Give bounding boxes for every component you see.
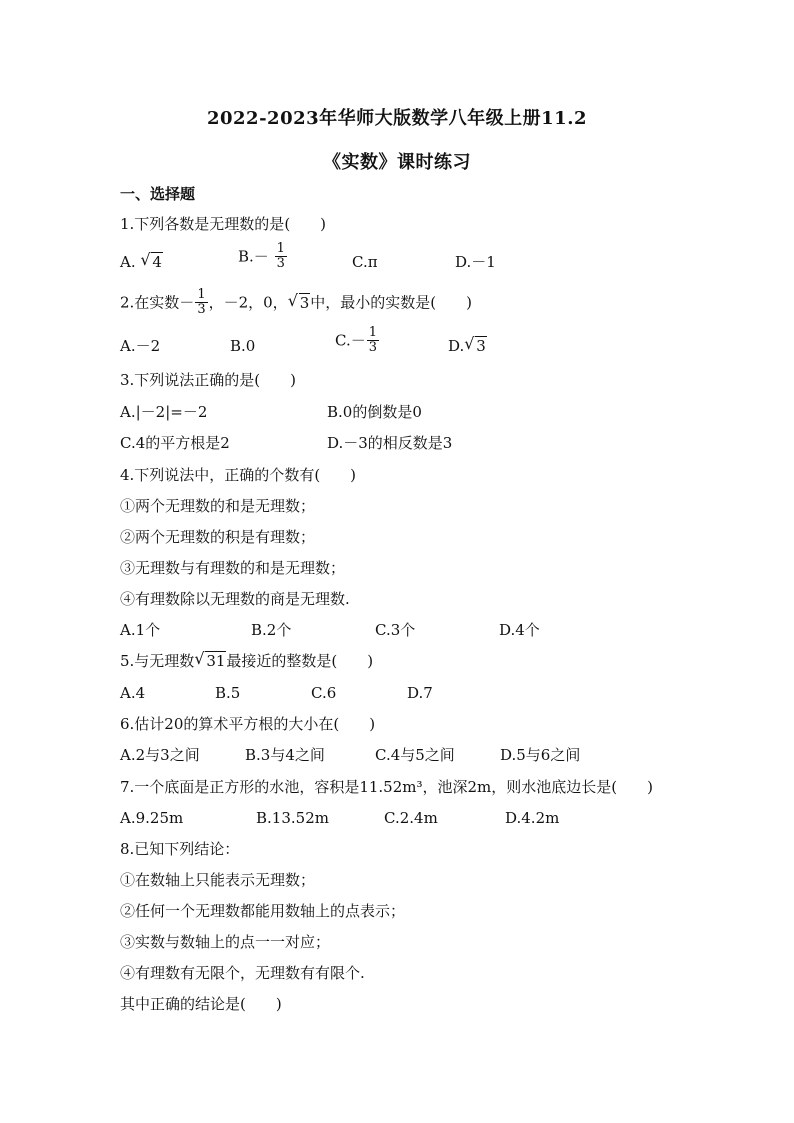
q5-option-b: B.5 — [215, 684, 241, 702]
q1-option-a-radicand: 4 — [152, 253, 162, 271]
q2-stem-radicand: 3 — [299, 293, 310, 312]
q2-stem-part: 2.在实数－ — [120, 293, 195, 312]
question-8-stem: 8.已知下列结论： — [120, 840, 240, 858]
q1-option-b-prefix: B.－ — [238, 247, 269, 266]
question-2-stem — [120, 288, 472, 317]
q1-option-c: C.π — [352, 253, 378, 271]
q2-option-d — [448, 336, 487, 356]
document-title-line1: 2022-2023年华师大版数学八年级上册11.2 — [206, 108, 587, 129]
q8-statement-4: ④有理数有无限个，无理数有有限个. — [120, 964, 365, 982]
question-6-stem: 6.估计20的算术平方根的大小在( ) — [120, 715, 376, 733]
question-3-stem: 3.下列说法正确的是( ) — [120, 371, 297, 389]
q6-option-a: A.2与3之间 — [120, 746, 200, 764]
q8-question-tail: 其中正确的结论是( ) — [120, 995, 282, 1013]
q4-option-c: C.3个 — [375, 621, 416, 639]
q6-option-d: D.5与6之间 — [500, 746, 581, 764]
q4-statement-1: ①两个无理数的和是无理数； — [120, 497, 316, 515]
q2-stem-part: ，－2，0， — [208, 293, 288, 312]
fraction-numerator: 1 — [276, 241, 285, 256]
fraction — [275, 242, 287, 271]
section-heading: 一、选择题 — [120, 185, 196, 203]
q6-option-c: C.4与5之间 — [375, 746, 455, 764]
sqrt-symbol: √ 3 — [287, 290, 310, 312]
q5-option-d: D.7 — [407, 684, 433, 702]
q3-option-c: C.4的平方根是2 — [120, 434, 230, 452]
q1-option-b — [238, 242, 288, 271]
document-title-line2: 《实数》课时练习 — [323, 152, 471, 173]
q2-stem-part: 中，最小的实数是( ) — [310, 293, 472, 312]
question-7-stem: 7.一个底面是正方形的水池，容积是11.52m³，池深2m，则水池底边长是( ) — [120, 778, 653, 796]
q2-option-c-prefix: C.－ — [335, 331, 366, 350]
fraction — [367, 326, 379, 355]
q4-statement-4: ④有理数除以无理数的商是无理数. — [120, 590, 350, 608]
fraction-denominator: 3 — [276, 256, 285, 271]
q2-option-b: B.0 — [230, 337, 256, 355]
q4-option-a: A.1个 — [120, 621, 161, 639]
q4-option-b: B.2个 — [251, 621, 292, 639]
q2-option-d-prefix: D. — [448, 337, 465, 355]
q5-option-c: C.6 — [311, 684, 337, 702]
question-4-stem: 4.下列说法中，正确的个数有( ) — [120, 466, 357, 484]
q2-option-d-radicand: 3 — [476, 337, 486, 355]
question-5-stem — [120, 651, 373, 671]
q5-stem-part: 5.与无理数 — [120, 652, 195, 670]
q7-option-b: B.13.52m — [256, 809, 329, 827]
q3-option-a: A.|－2|=－2 — [120, 403, 208, 421]
fraction-numerator: 1 — [197, 287, 206, 302]
q3-option-d: D.－3的相反数是3 — [327, 434, 453, 452]
q1-option-a-prefix: A. — [120, 253, 136, 271]
fraction-denominator: 3 — [368, 340, 377, 355]
q5-option-a: A.4 — [120, 684, 146, 702]
q4-option-d: D.4个 — [499, 621, 540, 639]
q4-statement-3: ③无理数与有理数的和是无理数； — [120, 559, 346, 577]
q8-statement-3: ③实数与数轴上的点一一对应； — [120, 933, 331, 951]
q2-option-a: A.－2 — [120, 337, 161, 355]
q7-option-a: A.9.25m — [120, 809, 184, 827]
sqrt-symbol: √ 4 — [140, 250, 162, 271]
q6-option-b: B.3与4之间 — [245, 746, 325, 764]
fraction — [195, 288, 207, 317]
q5-stem-part: 最接近的整数是( ) — [226, 652, 374, 670]
q1-option-d: D.－1 — [455, 253, 496, 271]
sqrt-symbol: √ 31 — [194, 649, 226, 670]
sqrt-symbol: √ 3 — [464, 334, 486, 355]
q7-option-c: C.2.4m — [384, 809, 438, 827]
fraction-denominator: 3 — [197, 302, 206, 317]
q1-option-a — [120, 252, 163, 272]
q8-statement-2: ②任何一个无理数都能用数轴上的点表示； — [120, 902, 406, 920]
q4-statement-2: ②两个无理数的积是有理数； — [120, 528, 316, 546]
q5-stem-radicand: 31 — [206, 652, 226, 670]
q7-option-d: D.4.2m — [505, 809, 560, 827]
question-1-stem: 1.下列各数是无理数的是( ) — [120, 215, 327, 233]
fraction-numerator: 1 — [368, 325, 377, 340]
q3-option-b: B.0的倒数是0 — [327, 403, 422, 421]
q2-option-c — [335, 326, 380, 355]
q8-statement-1: ①在数轴上只能表示无理数； — [120, 871, 316, 889]
